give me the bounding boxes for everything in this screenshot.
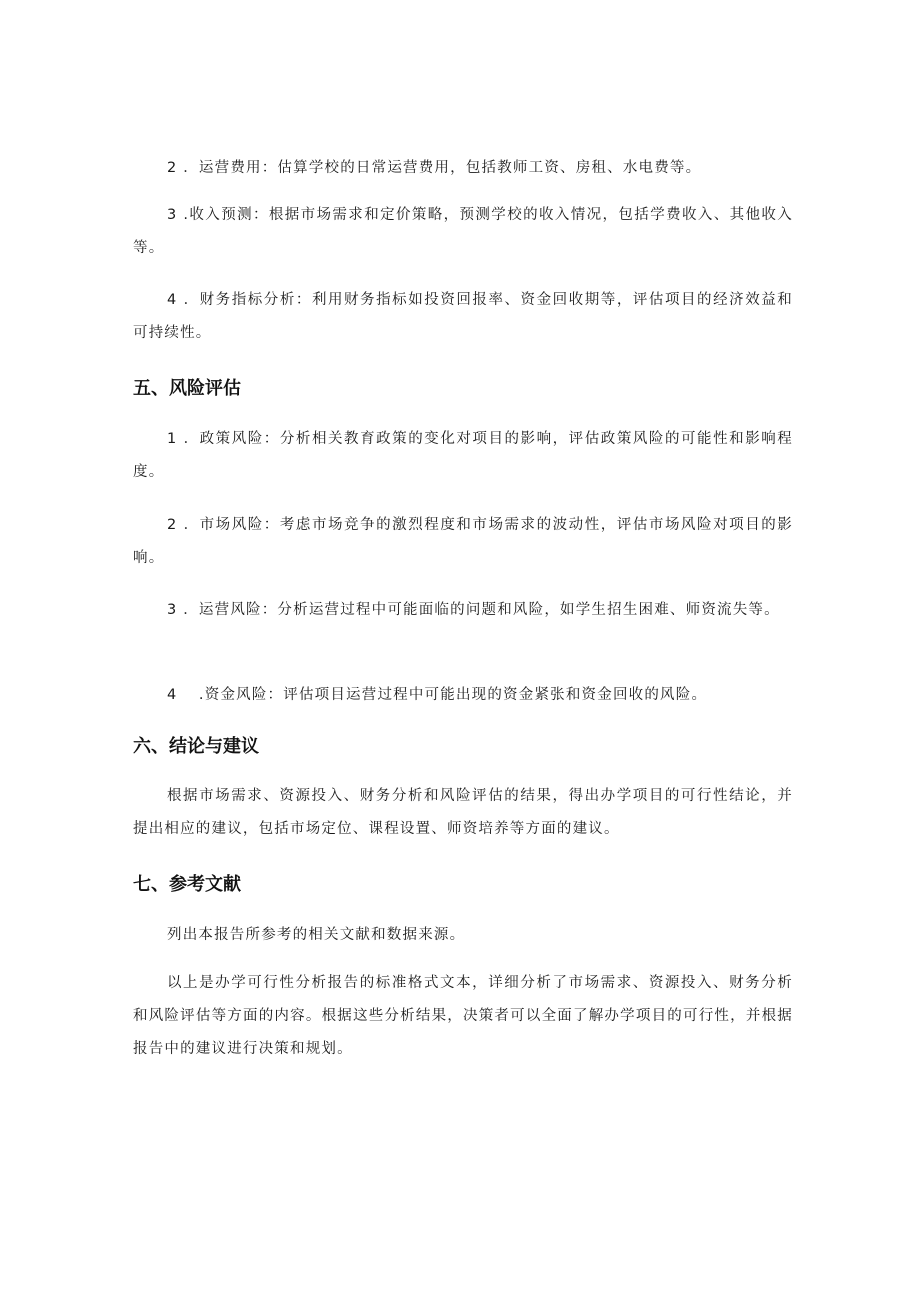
- references-body: 列出本报告所参考的相关文献和数据来源。: [167, 927, 466, 943]
- heading-conclusion: 六、结论与建议: [133, 736, 259, 757]
- item-revenue-forecast: 3 .收入预测：根据市场需求和定价策略，预测学校的收入情况，包括学费收入、其他收入等。: [133, 207, 793, 256]
- heading-references: 七、参考文献: [133, 874, 241, 895]
- conclusion-body: 根据市场需求、资源投入、财务分析和风险评估的结果，得出办学项目的可行性结论，并提出相应的建议，包括市场定位、课程设置、师资培养等方面的建议。: [133, 788, 793, 837]
- item-capital-risk: 4 .资金风险：评估项目运营过程中可能出现的资金紧张和资金回收的风险。: [167, 687, 708, 703]
- heading-risk-assessment: 五、风险评估: [133, 378, 241, 399]
- item-policy-risk: 1 ．政策风险：分析相关教育政策的变化对项目的影响，评估政策风险的可能性和影响程度。: [133, 431, 793, 480]
- item-financial-indicators: 4 ．财务指标分析：利用财务指标如投资回报率、资金回收期等，评估项目的经济效益和可持续性。: [133, 292, 793, 341]
- closing-paragraph: 以上是办学可行性分析报告的标准格式文本，详细分析了市场需求、资源投入、财务分析和风险评估等方面的内容。根据这些分析结果，决策者可以全面了解办学项目的可行性，并根据报告中的建议进行决策和规划。: [133, 975, 793, 1057]
- item-operational-risk: 3 ．运营风险：分析运营过程中可能面临的问题和风险，如学生招生困难、师资流失等。: [167, 602, 780, 618]
- item-operating-costs: 2 ．运营费用：估算学校的日常运营费用，包括教师工资、房租、水电费等。: [167, 160, 702, 176]
- item-market-risk: 2 ．市场风险：考虑市场竞争的激烈程度和市场需求的波动性，评估市场风险对项目的影响。: [133, 517, 793, 566]
